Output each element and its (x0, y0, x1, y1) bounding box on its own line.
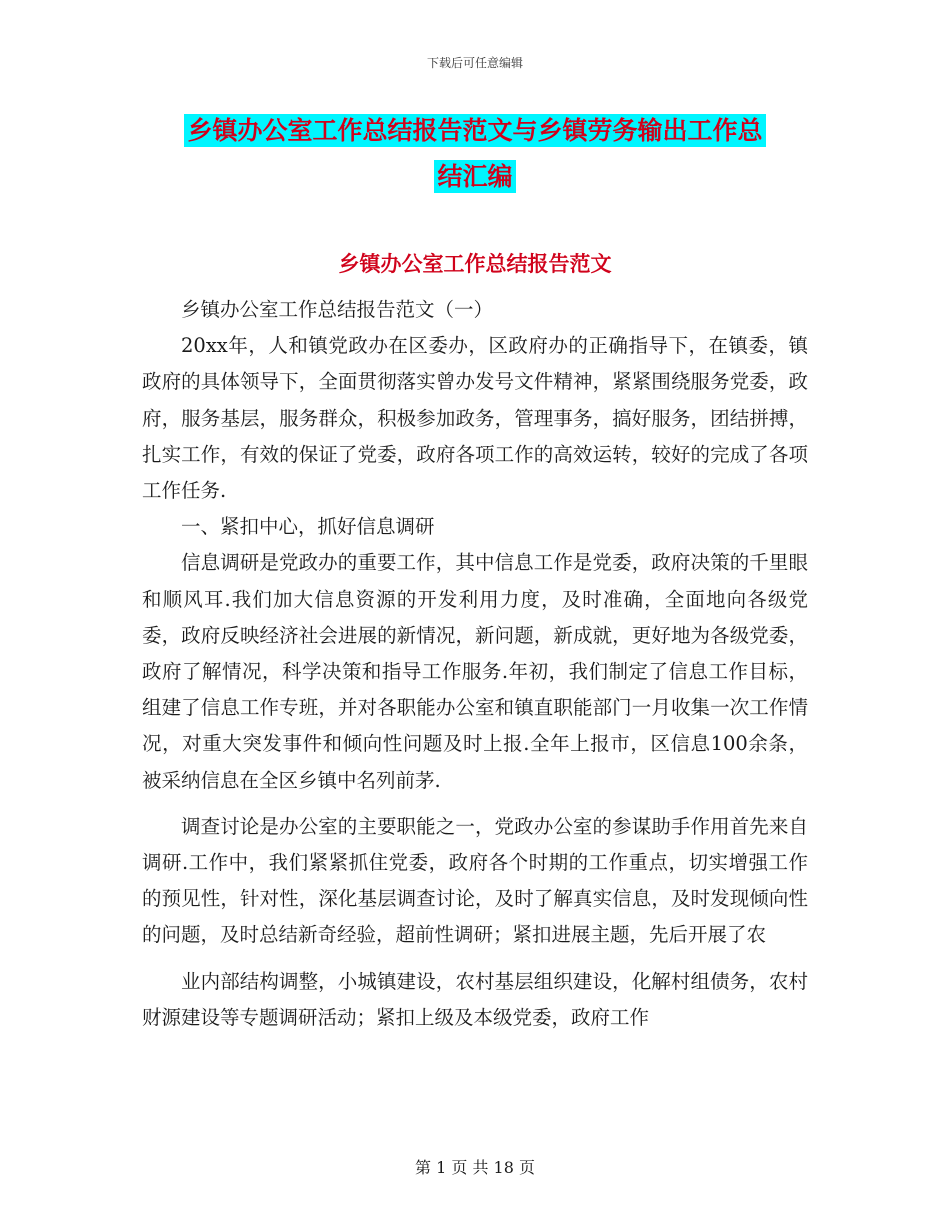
page-footer: 第 1 页 共 18 页 (415, 1158, 535, 1177)
paragraph: 20xx年，人和镇党政办在区委办，区政府办的正确指导下，在镇委，镇政府的具体领导下，全面贯彻落实曾办发号文件精神，紧紧围绕服务党委，政府，服务基层，服务群众，积极参加政务，管理事务，搞好服务，团结拼搏，扎实工作，有效的保证了党委，政府各项工作的高效运转，较好的完成了各项工作任务. (142, 334, 808, 503)
paragraph: 业内部结构调整，小城镇建设，农村基层组织建设，化解村组债务，农村财源建设等专题调研活动；紧扣上级及本级党委，政府工作 (142, 969, 808, 1029)
paragraph: 信息调研是党政办的重要工作，其中信息工作是党委，政府决策的千里眼和顺风耳.我们加大信息资源的开发利用力度，及时准确，全面地向各级党委，政府反映经济社会进展的新情况，新问题，新成就，更好地为各级党委，政府了解情况，科学决策和指导工作服务.年初，我们制定了信息工作目标，组建了信息工作专班，并对各职能办公室和镇直职能部门一月收集一次工作情况，对重大突发事件和倾向性问题及时上报.全年上报市，区信息100余条，被采纳信息在全区乡镇中名列前茅. (142, 551, 808, 792)
document-body (142, 292, 808, 1036)
header-note: 下载后可任意编辑 (426, 56, 523, 70)
document-title-line-1: 乡镇办公室工作总结报告范文与乡镇劳务输出工作总 (184, 114, 765, 147)
document-title (150, 108, 800, 200)
paragraph-heading: 一、紧扣中心，抓好信息调研 (181, 515, 435, 539)
document-title-line-2: 结汇编 (434, 160, 515, 193)
paragraph: 调查讨论是办公室的主要职能之一，党政办公室的参谋助手作用首先来自调研.工作中，我们紧紧抓住党委，政府各个时期的工作重点，切实增强工作的预见性，针对性，深化基层调查讨论，及时了解真实信息，及时发现倾向性的问题，及时总结新奇经验，超前性调研；紧扣进展主题，先后开展了农 (142, 814, 808, 947)
section-title: 乡镇办公室工作总结报告范文 (338, 252, 612, 276)
paragraph-subtitle: 乡镇办公室工作总结报告范文（一） (181, 298, 494, 321)
